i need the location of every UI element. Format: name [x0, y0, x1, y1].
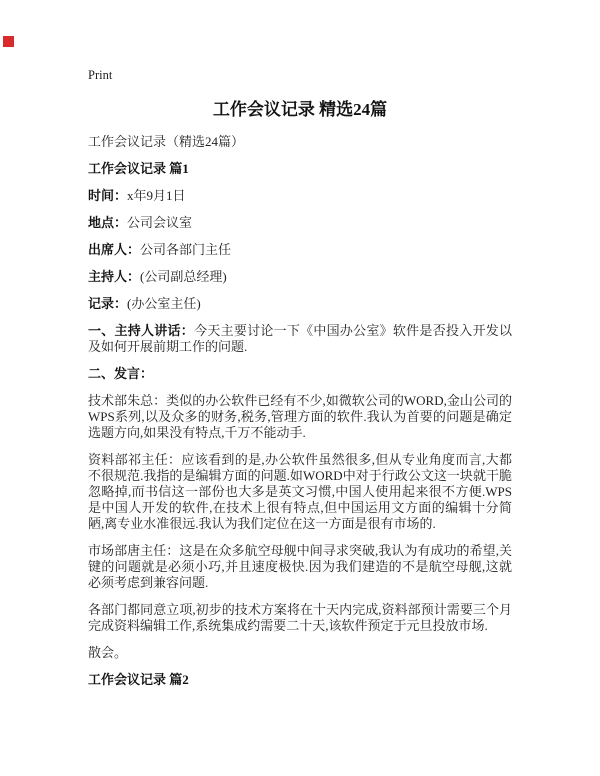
agenda-speeches-label: 二、发言：: [88, 366, 154, 381]
page-title: 工作会议记录 精选24篇: [212, 100, 388, 119]
meta-time-value: x年9月1日: [127, 188, 186, 203]
print-link[interactable]: Print: [88, 68, 113, 82]
meta-time: [88, 188, 512, 204]
meta-attendees-label: 出席人：: [88, 242, 141, 257]
meta-host-label: 主持人：: [88, 269, 141, 284]
meta-time-label: 时间：: [88, 188, 128, 203]
meta-attendees-value: 公司各部门主任: [140, 242, 232, 257]
meta-recorder: [88, 296, 512, 312]
document-body: [88, 100, 512, 688]
meta-place: [88, 215, 512, 231]
agenda-host-speech: [88, 323, 512, 355]
meta-recorder-label: 记录：: [88, 296, 128, 311]
meta-attendees: [88, 242, 512, 258]
speech-market-dept: 市场部唐主任：这是在众多航空母舰中间寻求突破,我认为有成功的希望,关键的问题就是必须小巧,并且速度极快.因为我们建造的不是航空母舰,这就必须考虑到兼容问题.: [88, 543, 512, 590]
speech-data-dept: 资料部祁主任：应该看到的是,办公软件虽然很多,但从专业角度而言,大都不很规范.我指的是编辑方面的问题.如WORD中对于行政公文这一块就干脆忽略掉,而书信这一部份也大多是英文习惯,中国人使用起来很不方便.WPS是中国人开发的软件,在技术上很有特点,但中国运用文方面的编辑十分简陋,离专业水准很远.我认为我们定位在这一方面是很有市场的.: [88, 452, 512, 531]
article2-heading: 工作会议记录 篇2: [88, 672, 189, 687]
resolution-paragraph: 各部门都同意立项,初步的技术方案将在十天内完成,资料部预计需要三个月完成资料编辑工作,系统集成约需要二十天,该软件预定于元旦投放市场.: [88, 602, 512, 633]
document-intro: 工作会议记录（精选24篇）: [88, 134, 245, 149]
red-marker: [3, 36, 14, 47]
meta-recorder-value: (办公室主任): [127, 296, 201, 311]
meta-place-label: 地点：: [88, 215, 128, 230]
agenda-speeches: [88, 366, 512, 382]
speech-tech-dept: 技术部朱总：类似的办公软件已经有不少,如微软公司的WORD,金山公司的WPS系列,以及众多的财务,税务,管理方面的软件.我认为首要的问题是确定选题方向,如果没有特点,千万不能动手.: [88, 393, 512, 440]
meta-host: [88, 269, 512, 285]
agenda-host-speech-value: 今天主要讨论一下《中国办公室》软件是否投入开发以及如何开展前期工作的问题.: [88, 323, 512, 354]
agenda-host-speech-label: 一、主持人讲话：: [88, 323, 195, 338]
closing-line: 散会。: [88, 645, 128, 660]
article1-heading: 工作会议记录 篇1: [88, 161, 189, 176]
meta-place-value: 公司会议室: [127, 215, 193, 230]
meta-host-value: (公司副总经理): [140, 269, 227, 284]
